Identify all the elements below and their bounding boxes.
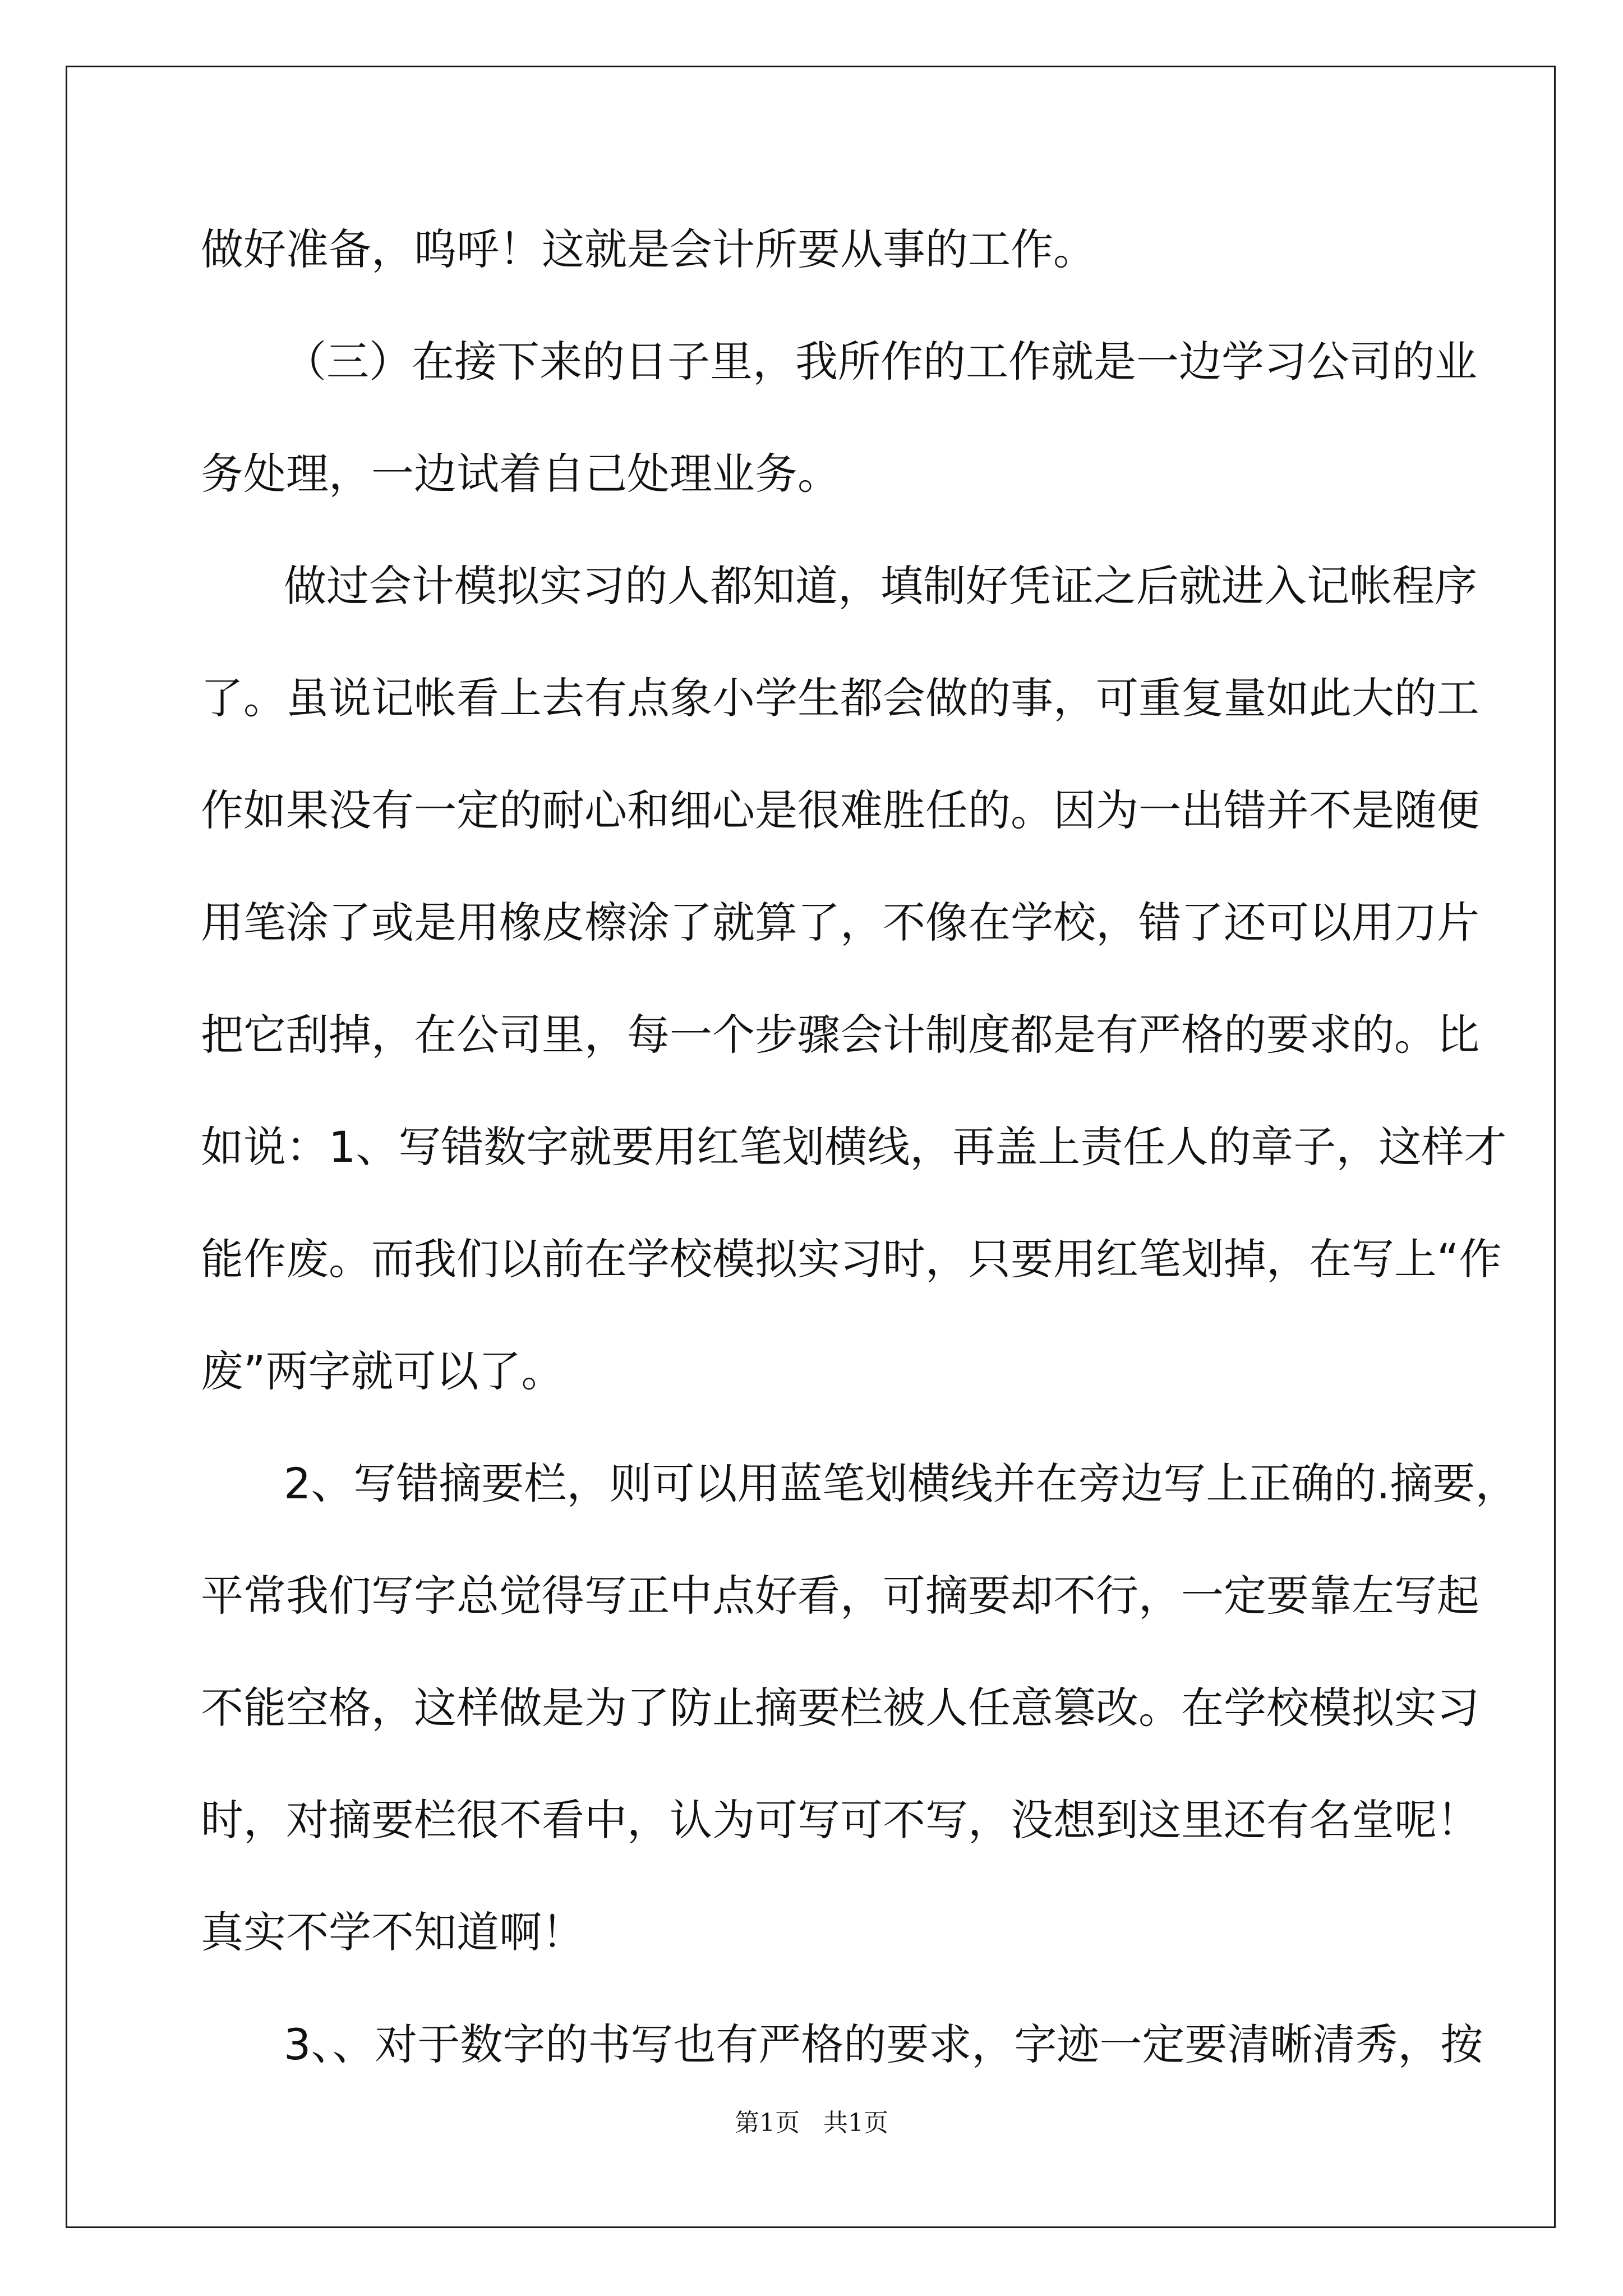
page-number-footer: 第1页 共1页 <box>735 2109 888 2137</box>
text-line: 做过会计模拟实习的人都知道，填制好凭证之后就进入记帐程序 <box>284 561 1477 611</box>
text-line: 做好准备，呜呼！这就是会计所要从事的工作。 <box>201 224 1096 274</box>
text-line: 废”两字就可以了。 <box>201 1346 564 1396</box>
text-line: （三）在接下来的日子里，我所作的工作就是一边学习公司的业 <box>284 337 1477 386</box>
text-line: 作如果没有一定的耐心和细心是很难胜任的。因为一出错并不是随便 <box>201 785 1479 835</box>
text-line: 务处理，一边试着自己处理业务。 <box>201 449 840 499</box>
text-line: 真实不学不知道啊！ <box>201 1907 584 1957</box>
text-line: 3、、对于数字的书写也有严格的要求，字迹一定要清晰清秀，按 <box>284 2019 1483 2069</box>
text-line: 如说：1、写错数字就要用红笔划横线，再盖上责任人的章子，这样才 <box>201 1122 1507 1172</box>
text-line: 2、写错摘要栏，则可以用蓝笔划横线并在旁边写上正确的.摘要， <box>284 1458 1518 1508</box>
text-line: 能作废。而我们以前在学校模拟实习时，只要用红笔划掉，在写上“作 <box>201 1234 1502 1284</box>
text-line: 时，对摘要栏很不看中，认为可写可不写，没想到这里还有名堂呢！ <box>201 1795 1479 1845</box>
text-line: 用笔涂了或是用橡皮檫涂了就算了，不像在学校，错了还可以用刀片 <box>201 898 1479 947</box>
text-line: 把它刮掉，在公司里，每一个步骤会计制度都是有严格的要求的。比 <box>201 1010 1479 1060</box>
text-line: 不能空格，这样做是为了防止摘要栏被人任意篡改。在学校模拟实习 <box>201 1683 1479 1733</box>
text-line: 平常我们写字总觉得写正中点好看，可摘要却不行，一定要靠左写起 <box>201 1571 1479 1621</box>
text-line: 了。虽说记帐看上去有点象小学生都会做的事，可重复量如此大的工 <box>201 673 1479 723</box>
